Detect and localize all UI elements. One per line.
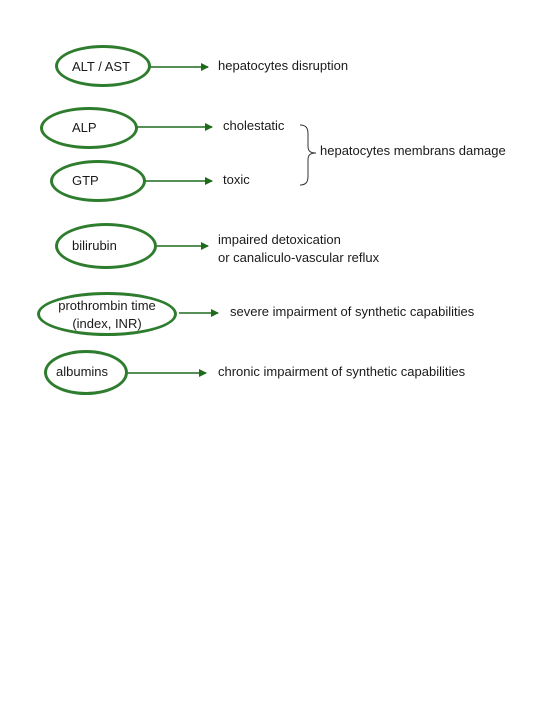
brace-icon bbox=[300, 125, 316, 185]
effect-cholestatic: cholestatic bbox=[223, 118, 285, 133]
marker-label-albumins: albumins bbox=[56, 364, 109, 379]
effect-severe-impairment: severe impairment of synthetic capabilities bbox=[230, 304, 475, 319]
marker-label-alp: ALP bbox=[72, 120, 97, 135]
marker-label-gtp: GTP bbox=[72, 173, 99, 188]
brace-label: hepatocytes membrans damage bbox=[320, 143, 506, 158]
marker-label-bilirubin: bilirubin bbox=[72, 238, 117, 253]
marker-label-prothrombin-line1: prothrombin time bbox=[58, 298, 156, 313]
marker-label-alt-ast: ALT / AST bbox=[72, 59, 131, 74]
effect-impaired-detoxication-line2: or canaliculo-vascular reflux bbox=[218, 250, 380, 265]
effect-hepatocytes-disruption: hepatocytes disruption bbox=[218, 58, 349, 73]
marker-label-prothrombin-line2: (index, INR) bbox=[72, 316, 142, 331]
effect-toxic: toxic bbox=[223, 172, 250, 187]
effect-chronic-impairment: chronic impairment of synthetic capabilities bbox=[218, 364, 466, 379]
effect-impaired-detoxication-line1: impaired detoxication bbox=[218, 232, 341, 247]
